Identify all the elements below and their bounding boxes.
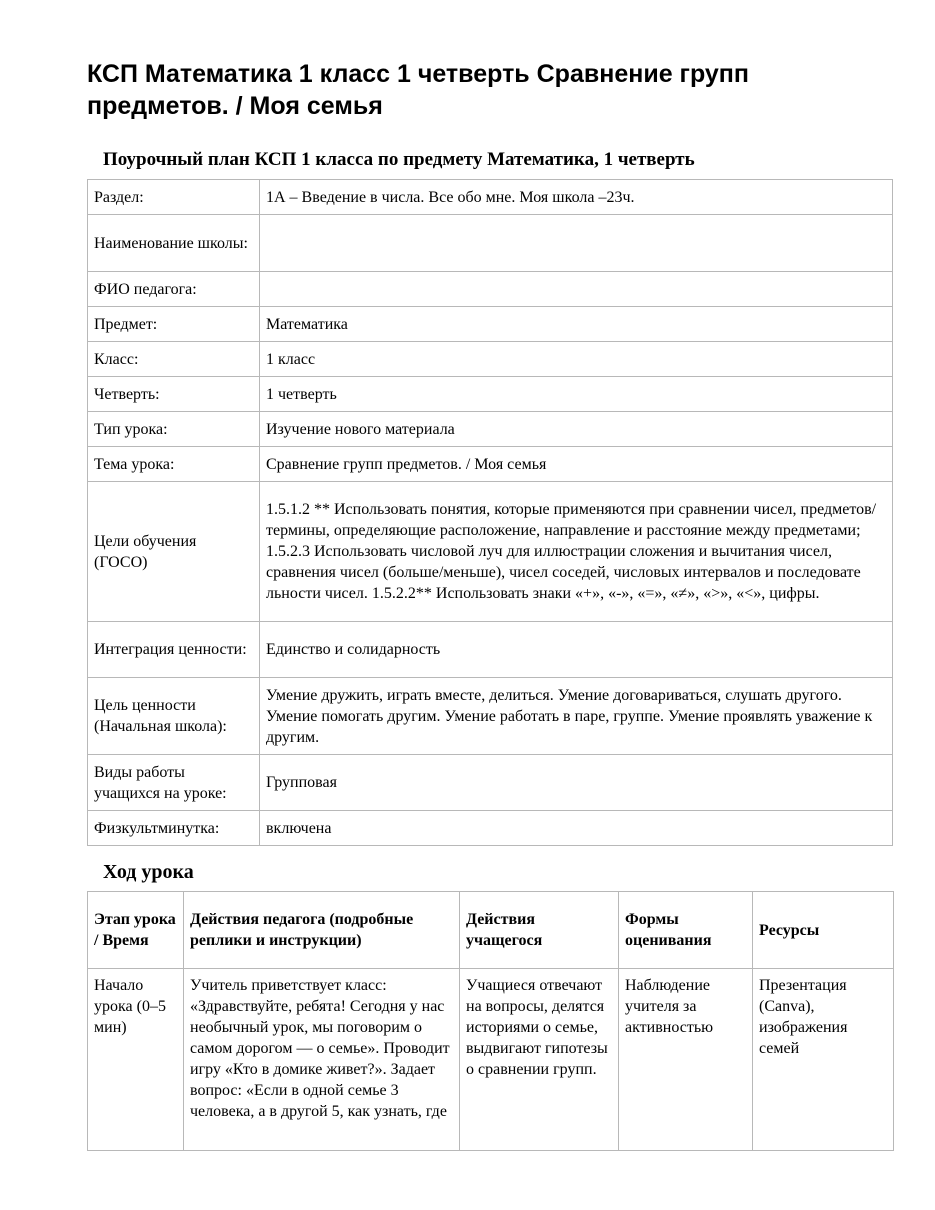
info-label: Предмет:	[88, 307, 260, 342]
document-title: КСП Математика 1 класс 1 четверть Сравнение групп предметов. / Моя семья	[87, 60, 749, 120]
steps-cell: Учитель приветствует класс: «Здравствуйте, ребята! Сегодня у нас необычный урок, мы поговорим о самом дорогом — о семье». Проводит игру «Кто в домике живет?». Задает вопрос: «Если в одной семье 3 человека, а в другой 5, как узнать, где	[184, 969, 460, 1151]
info-label: Класс:	[88, 342, 260, 377]
lesson-info-table	[87, 179, 893, 846]
info-value: Единство и солидарность	[260, 622, 893, 678]
info-row	[88, 811, 893, 846]
info-label: Интеграция ценности:	[88, 622, 260, 678]
info-row	[88, 412, 893, 447]
info-row	[88, 215, 893, 272]
steps-cell: Наблюдение учителя за активностью	[619, 969, 753, 1151]
lesson-steps-table	[87, 891, 894, 1151]
info-value	[260, 272, 893, 307]
steps-column-header: Формы оценивания	[619, 892, 753, 969]
info-value: 1А – Введение в числа. Все обо мне. Моя школа –23ч.	[260, 180, 893, 215]
steps-cell: Презентация (Canva), изображения семей	[753, 969, 894, 1151]
steps-row	[88, 969, 894, 1151]
info-label: Тип урока:	[88, 412, 260, 447]
info-row	[88, 272, 893, 307]
info-value: Умение дружить, играть вместе, делиться. Умение договариваться, слушать другого. Умение помогать другим. Умение работать в паре, группе. Умение проявлять уважение к другим.	[260, 678, 893, 755]
info-row	[88, 447, 893, 482]
steps-column-header: Ресурсы	[753, 892, 894, 969]
info-label: Цель ценности (Начальная школа):	[88, 678, 260, 755]
info-value: Сравнение групп предметов. / Моя семья	[260, 447, 893, 482]
info-row	[88, 482, 893, 622]
steps-column-header: Действия педагога (подробные реплики и инструкции)	[184, 892, 460, 969]
info-row	[88, 342, 893, 377]
info-label: Виды работы учащихся на уроке:	[88, 755, 260, 811]
info-value: 1 четверть	[260, 377, 893, 412]
info-label: Наименование школы:	[88, 215, 260, 272]
lesson-flow-heading: Ход урока	[103, 861, 194, 883]
info-row	[88, 755, 893, 811]
info-label: Четверть:	[88, 377, 260, 412]
info-row	[88, 622, 893, 678]
info-row	[88, 180, 893, 215]
info-label: ФИО педагога:	[88, 272, 260, 307]
info-value: включена	[260, 811, 893, 846]
steps-column-header: Этап урока / Время	[88, 892, 184, 969]
info-value: Групповая	[260, 755, 893, 811]
info-label: Раздел:	[88, 180, 260, 215]
lesson-plan-heading: Поурочный план КСП 1 класса по предмету Математика, 1 четверть	[103, 149, 695, 170]
info-row	[88, 377, 893, 412]
info-value: 1 класс	[260, 342, 893, 377]
info-row	[88, 307, 893, 342]
steps-header-row	[88, 892, 894, 969]
info-label: Физкультминутка:	[88, 811, 260, 846]
info-value	[260, 215, 893, 272]
steps-cell: Начало урока (0–5 мин)	[88, 969, 184, 1151]
info-value: 1.5.1.2 ** Использовать понятия, которые применяются при сравнении чисел, предметов/термины, определяющие расположение, направление и расстояние между предметами; 1.5.2.3 Использовать числовой луч для иллюстрации сложения и вычитания чисел, сравнения чисел (больше/меньше), чисел соседей, числовых интервалов и последовате льности чисел. 1.5.2.2** Использовать знаки «+», «-», «=», «≠», «>», «<», цифры.	[260, 482, 893, 622]
info-value: Математика	[260, 307, 893, 342]
info-value: Изучение нового материала	[260, 412, 893, 447]
info-label: Тема урока:	[88, 447, 260, 482]
steps-column-header: Действия учащегося	[460, 892, 619, 969]
info-label: Цели обучения (ГОСО)	[88, 482, 260, 622]
info-row	[88, 678, 893, 755]
steps-cell: Учащиеся отвечают на вопросы, делятся историями о семье, выдвигают гипотезы о сравнении групп.	[460, 969, 619, 1151]
